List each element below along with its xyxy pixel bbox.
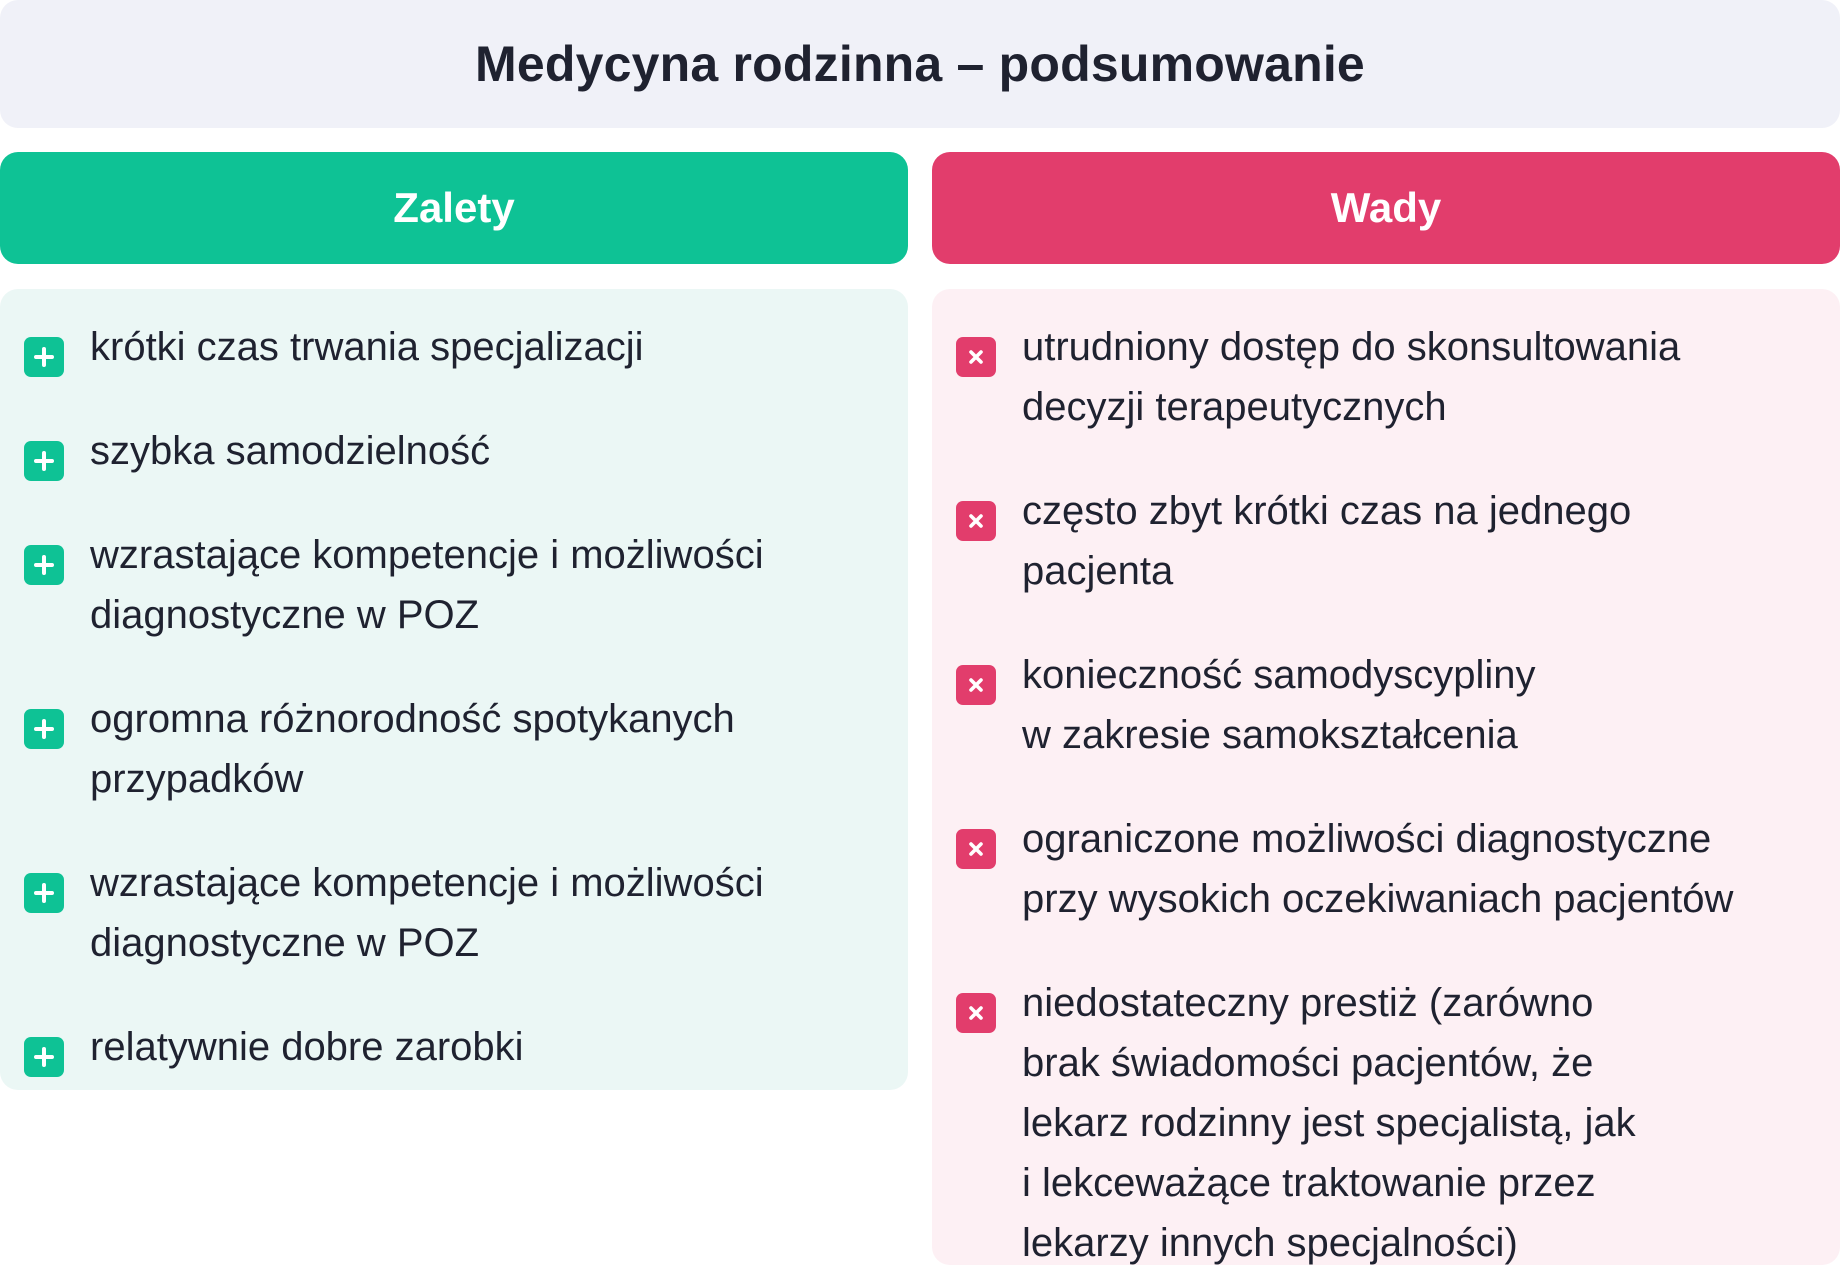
pros-item [24, 317, 878, 377]
pros-item-text: szybka samodzielność [90, 429, 491, 473]
pros-item-text: ogromna różnorodność spotykanych przypadków [90, 697, 735, 801]
pros-item-text: wzrastające kompetencje i możliwości diagnostyczne w POZ [90, 533, 764, 637]
pros-item [24, 525, 878, 645]
pros-heading-label: Zalety [393, 184, 515, 231]
cross-icon [956, 665, 996, 705]
pros-heading [0, 152, 908, 264]
pros-item-text: relatywnie dobre zarobki [90, 1025, 524, 1069]
pros-item-text: krótki czas trwania specjalizacji [90, 325, 644, 369]
cons-item [956, 481, 1810, 601]
plus-icon [24, 709, 64, 749]
cross-icon [956, 337, 996, 377]
plus-icon [24, 337, 64, 377]
cons-heading [932, 152, 1840, 264]
cons-item-text: ograniczone możliwości diagnostyczne przy wysokich oczekiwaniach pacjentów [1022, 817, 1734, 921]
plus-icon [24, 1037, 64, 1077]
cons-item [956, 645, 1810, 765]
pros-item-text: wzrastające kompetencje i możliwości diagnostyczne w POZ [90, 861, 764, 965]
pros-item [24, 421, 878, 481]
cons-item-text: często zbyt krótki czas na jednego pacjenta [1022, 489, 1632, 593]
plus-icon [24, 441, 64, 481]
cross-icon [956, 501, 996, 541]
cross-icon [956, 993, 996, 1033]
cons-heading-label: Wady [1330, 184, 1442, 231]
title-bar [0, 0, 1840, 128]
plus-icon [24, 873, 64, 913]
pros-item [24, 1017, 878, 1077]
cons-list [932, 289, 1840, 1265]
cons-item-text: utrudniony dostęp do skonsultowania decyzji terapeutycznych [1022, 325, 1681, 429]
cons-item [956, 809, 1810, 929]
cons-item [956, 973, 1810, 1273]
pros-item [24, 853, 878, 973]
cons-item-text: niedostateczny prestiż (zarówno brak świadomości pacjentów, że lekarz rodzinny jest specjalistą, jak i lekceważące traktowanie przez lekarzy innych specjalności) [1022, 981, 1636, 1265]
pros-item [24, 689, 878, 809]
cross-icon [956, 829, 996, 869]
cons-item [956, 317, 1810, 437]
page-title: Medycyna rodzinna – podsumowanie [475, 36, 1365, 92]
plus-icon [24, 545, 64, 585]
pros-list [0, 289, 908, 1090]
cons-item-text: konieczność samodyscypliny w zakresie samokształcenia [1022, 653, 1536, 757]
